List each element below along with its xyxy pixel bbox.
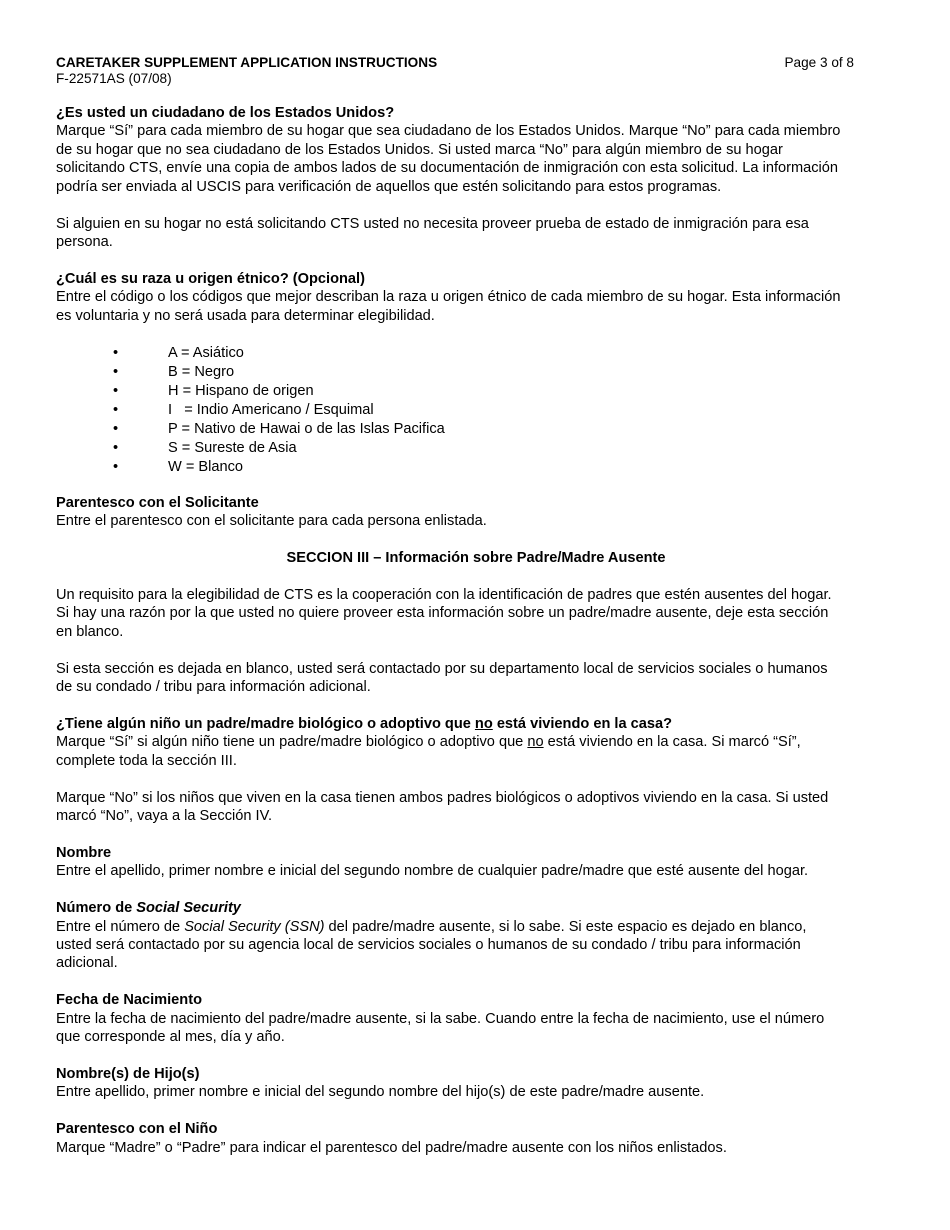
absent-parent-section — [56, 715, 896, 826]
relationship-section — [56, 494, 896, 531]
bullet-icon: • — [113, 420, 119, 437]
race-code: A = Asiático — [168, 344, 244, 361]
child-relationship-section — [56, 1120, 896, 1157]
ssn-text-line: Entre el número de Social Security (SSN) del padre/madre ausente, si lo sabe. Si este espacio es dejado en blanco, — [56, 918, 807, 935]
children-text: Entre apellido, primer nombre e inicial del segundo nombre del hijo(s) de este padre/madre ausente. — [56, 1084, 705, 1101]
citizen-text-line: persona. — [56, 233, 113, 250]
relationship-heading: Parentesco con el Solicitante — [56, 494, 259, 511]
race-code: I = Indio Americano / Esquimal — [168, 401, 374, 418]
section-iii-text-line: en blanco. — [56, 623, 124, 640]
citizen-text-line: de su hogar que no sea ciudadano de los Estados Unidos. Si usted marca “No” para algún miembro de su hogar — [56, 141, 783, 158]
name-text: Entre el apellido, primer nombre e inicial del segundo nombre de cualquier padre/madre que esté ausente del hogar. — [56, 863, 809, 880]
list-item — [56, 382, 896, 401]
citizen-text-line: solicitando CTS, envíe una copia de ambos lados de su documentación de inmigración con esta solicitud. La información — [56, 160, 839, 177]
bullet-icon: • — [113, 439, 119, 456]
name-heading: Nombre — [56, 844, 112, 861]
race-text-line: Entre el código o los códigos que mejor describan la raza u origen étnico de cada miembro de su hogar. Esta información — [56, 289, 841, 306]
list-item — [56, 420, 896, 439]
race-code: H = Hispano de origen — [168, 382, 314, 399]
page-number: Page 3 of 8 — [784, 55, 854, 70]
list-item — [56, 363, 896, 382]
ssn-text-line: usted será contactado por su agencia local de servicios sociales o humanos de su condado / tribu para información — [56, 936, 801, 953]
race-heading: ¿Cuál es su raza u origen étnico? (Opcional) — [56, 270, 365, 287]
bullet-icon: • — [113, 458, 119, 475]
citizen-text-line: podría ser enviada al USCIS para verificación de aquellos que estén solicitando para estos programas. — [56, 178, 722, 195]
dob-text-line: Entre la fecha de nacimiento del padre/madre ausente, si la sabe. Cuando entre la fecha de nacimiento, use el número — [56, 1010, 825, 1027]
absent-parent-text-line: Marque “No” si los niños que viven en la casa tienen ambos padres biológicos o adoptivos viviendo en la casa. Si usted — [56, 789, 829, 806]
race-code: W = Blanco — [168, 458, 244, 475]
race-section — [56, 270, 896, 477]
child-relationship-heading: Parentesco con el Niño — [56, 1121, 218, 1138]
section-iii-text-line: de su condado / tribu para información adicional. — [56, 678, 371, 695]
list-item — [56, 439, 896, 458]
dob-heading: Fecha de Nacimiento — [56, 992, 202, 1009]
citizen-section — [56, 104, 896, 251]
section-iii-text-line: Si esta sección es dejada en blanco, usted será contactado por su departamento local de servicios sociales o humanos — [56, 660, 828, 677]
page-header — [56, 55, 896, 87]
dob-section — [56, 991, 896, 1046]
name-section — [56, 844, 896, 881]
list-item — [56, 344, 896, 363]
document-page — [56, 55, 896, 1157]
ssn-heading: Número de Social Security — [56, 900, 241, 917]
list-item — [56, 458, 896, 477]
children-section — [56, 1065, 896, 1102]
section-iii-title: SECCION III – Información sobre Padre/Madre Ausente — [286, 549, 666, 566]
absent-parent-text-line: marcó “No”, vaya a la Sección IV. — [56, 807, 273, 824]
bullet-icon: • — [113, 401, 119, 418]
race-code: B = Negro — [168, 363, 235, 380]
section-iii-text-line: Un requisito para la elegibilidad de CTS es la cooperación con la identificación de padres que estén ausentes del hogar. — [56, 586, 832, 603]
child-relationship-text: Marque “Madre” o “Padre” para indicar el parentesco del padre/madre ausente con los niños enlistados. — [56, 1139, 727, 1156]
list-item — [56, 401, 896, 420]
absent-parent-text-line: complete toda la sección III. — [56, 752, 237, 769]
relationship-text: Entre el parentesco con el solicitante para cada persona enlistada. — [56, 512, 487, 529]
document-title: CARETAKER SUPPLEMENT APPLICATION INSTRUCTIONS — [56, 55, 438, 70]
form-number: F-22571AS (07/08) — [56, 71, 172, 86]
absent-parent-text-line: Marque “Sí” si algún niño tiene un padre/madre biológico o adoptivo que no está viviendo en la casa. Si marcó “Sí”, — [56, 734, 801, 751]
absent-parent-heading: ¿Tiene algún niño un padre/madre biológico o adoptivo que no está viviendo en la casa? — [56, 715, 673, 732]
citizen-heading: ¿Es usted un ciudadano de los Estados Unidos? — [56, 105, 395, 121]
ssn-section — [56, 899, 896, 973]
ssn-text-line: adicional. — [56, 955, 118, 972]
bullet-icon: • — [113, 382, 119, 399]
children-heading: Nombre(s) de Hijo(s) — [56, 1066, 200, 1082]
race-code: S = Sureste de Asia — [168, 439, 297, 456]
section-iii-text-line: Si hay una razón por la que usted no quiere proveer esta información sobre un padre/madre ausente, deje esta sección — [56, 605, 829, 622]
bullet-icon: • — [113, 344, 119, 361]
citizen-text-line: Si alguien en su hogar no está solicitando CTS usted no necesita proveer prueba de estado de inmigración para esa — [56, 215, 809, 232]
dob-text-line: que corresponde al mes, día y año. — [56, 1029, 285, 1046]
race-code-list — [56, 344, 896, 477]
race-text-line: es voluntaria y no será usada para determinar elegibilidad. — [56, 307, 435, 324]
bullet-icon: • — [113, 363, 119, 380]
citizen-text-line: Marque “Sí” para cada miembro de su hogar que sea ciudadano de los Estados Unidos. Marque “No” para cada miembro — [56, 123, 841, 140]
section-iii — [56, 549, 896, 696]
race-code: P = Nativo de Hawai o de las Islas Pacifica — [168, 420, 445, 437]
